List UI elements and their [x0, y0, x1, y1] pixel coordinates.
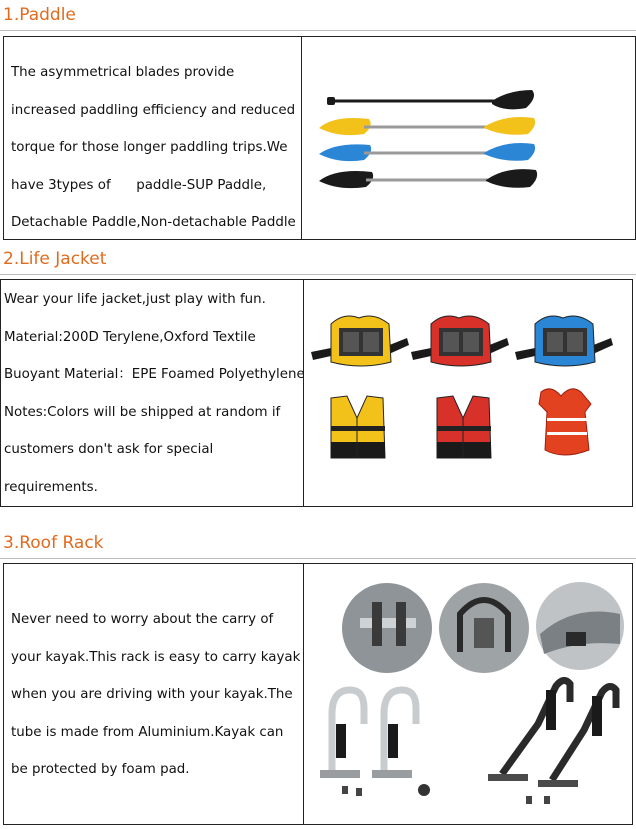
life-jacket-line: Notes:Colors will be shipped at random if	[4, 404, 281, 420]
roof-rack-line: be protected by foam pad.	[11, 762, 190, 777]
yellow-kayak-vest	[311, 316, 409, 366]
paddle-line: have 3types of paddle-SUP Paddle,	[11, 177, 267, 193]
sup-paddle	[327, 90, 534, 109]
life-jacket-box	[0, 279, 633, 507]
rack-photo-circle	[439, 583, 529, 673]
yellow-paddle	[319, 117, 535, 135]
blue-kayak-vest	[515, 316, 613, 366]
paddle-line: Detachable Paddle,Non-detachable Paddle	[11, 215, 296, 230]
paddle-description	[11, 54, 296, 242]
red-kayak-vest	[411, 316, 509, 366]
paddle-box	[3, 36, 636, 240]
roof-rack-image	[312, 574, 630, 814]
section-title-paddle: 1.Paddle	[3, 5, 76, 25]
heading-rule	[0, 274, 636, 275]
paddle-image	[314, 82, 539, 232]
roof-rack-box	[3, 563, 633, 825]
silver-j-rack	[320, 690, 430, 796]
roof-rack-line: Never need to worry about the carry of	[11, 612, 274, 627]
yellow-vest	[331, 396, 385, 458]
paddle-line: torque for those longer paddling trips.We	[11, 140, 288, 155]
orange-foam-vest	[539, 389, 591, 455]
life-jacket-line: Material:200D Terylene,Oxford Textile	[4, 329, 256, 345]
black-paddle	[319, 169, 537, 188]
roof-rack-description	[11, 601, 300, 789]
section-title-life-jacket: 2.Life Jacket	[3, 249, 107, 269]
rack-photo-circle	[536, 582, 624, 670]
life-jacket-line: Buoyant Material：EPE Foamed Polyethylene	[4, 367, 305, 382]
life-jacket-description	[4, 281, 305, 506]
blue-paddle	[319, 143, 535, 161]
roof-rack-line: your kayak.This rack is easy to carry kayak	[11, 649, 301, 665]
column-divider	[303, 564, 304, 824]
paddle-line: increased paddling efficiency and reduced	[11, 102, 296, 118]
section-title-roof-rack: 3.Roof Rack	[3, 533, 104, 553]
red-vest	[437, 396, 491, 458]
black-j-rack	[488, 680, 616, 804]
roof-rack-line: tube is made from Aluminium.Kayak can	[11, 724, 284, 740]
heading-rule	[0, 558, 636, 559]
roof-rack-line: when you are driving with your kayak.The	[11, 687, 293, 702]
life-jacket-line: Wear your life jacket,just play with fun.	[4, 292, 266, 307]
column-divider	[301, 37, 302, 239]
life-jacket-line: requirements.	[4, 479, 98, 495]
heading-rule	[0, 30, 636, 31]
paddle-line: The asymmetrical blades provide	[11, 65, 235, 80]
life-jacket-image	[309, 300, 627, 470]
rack-photo-circle	[342, 583, 432, 673]
life-jacket-line: customers don't ask for special	[4, 442, 214, 457]
